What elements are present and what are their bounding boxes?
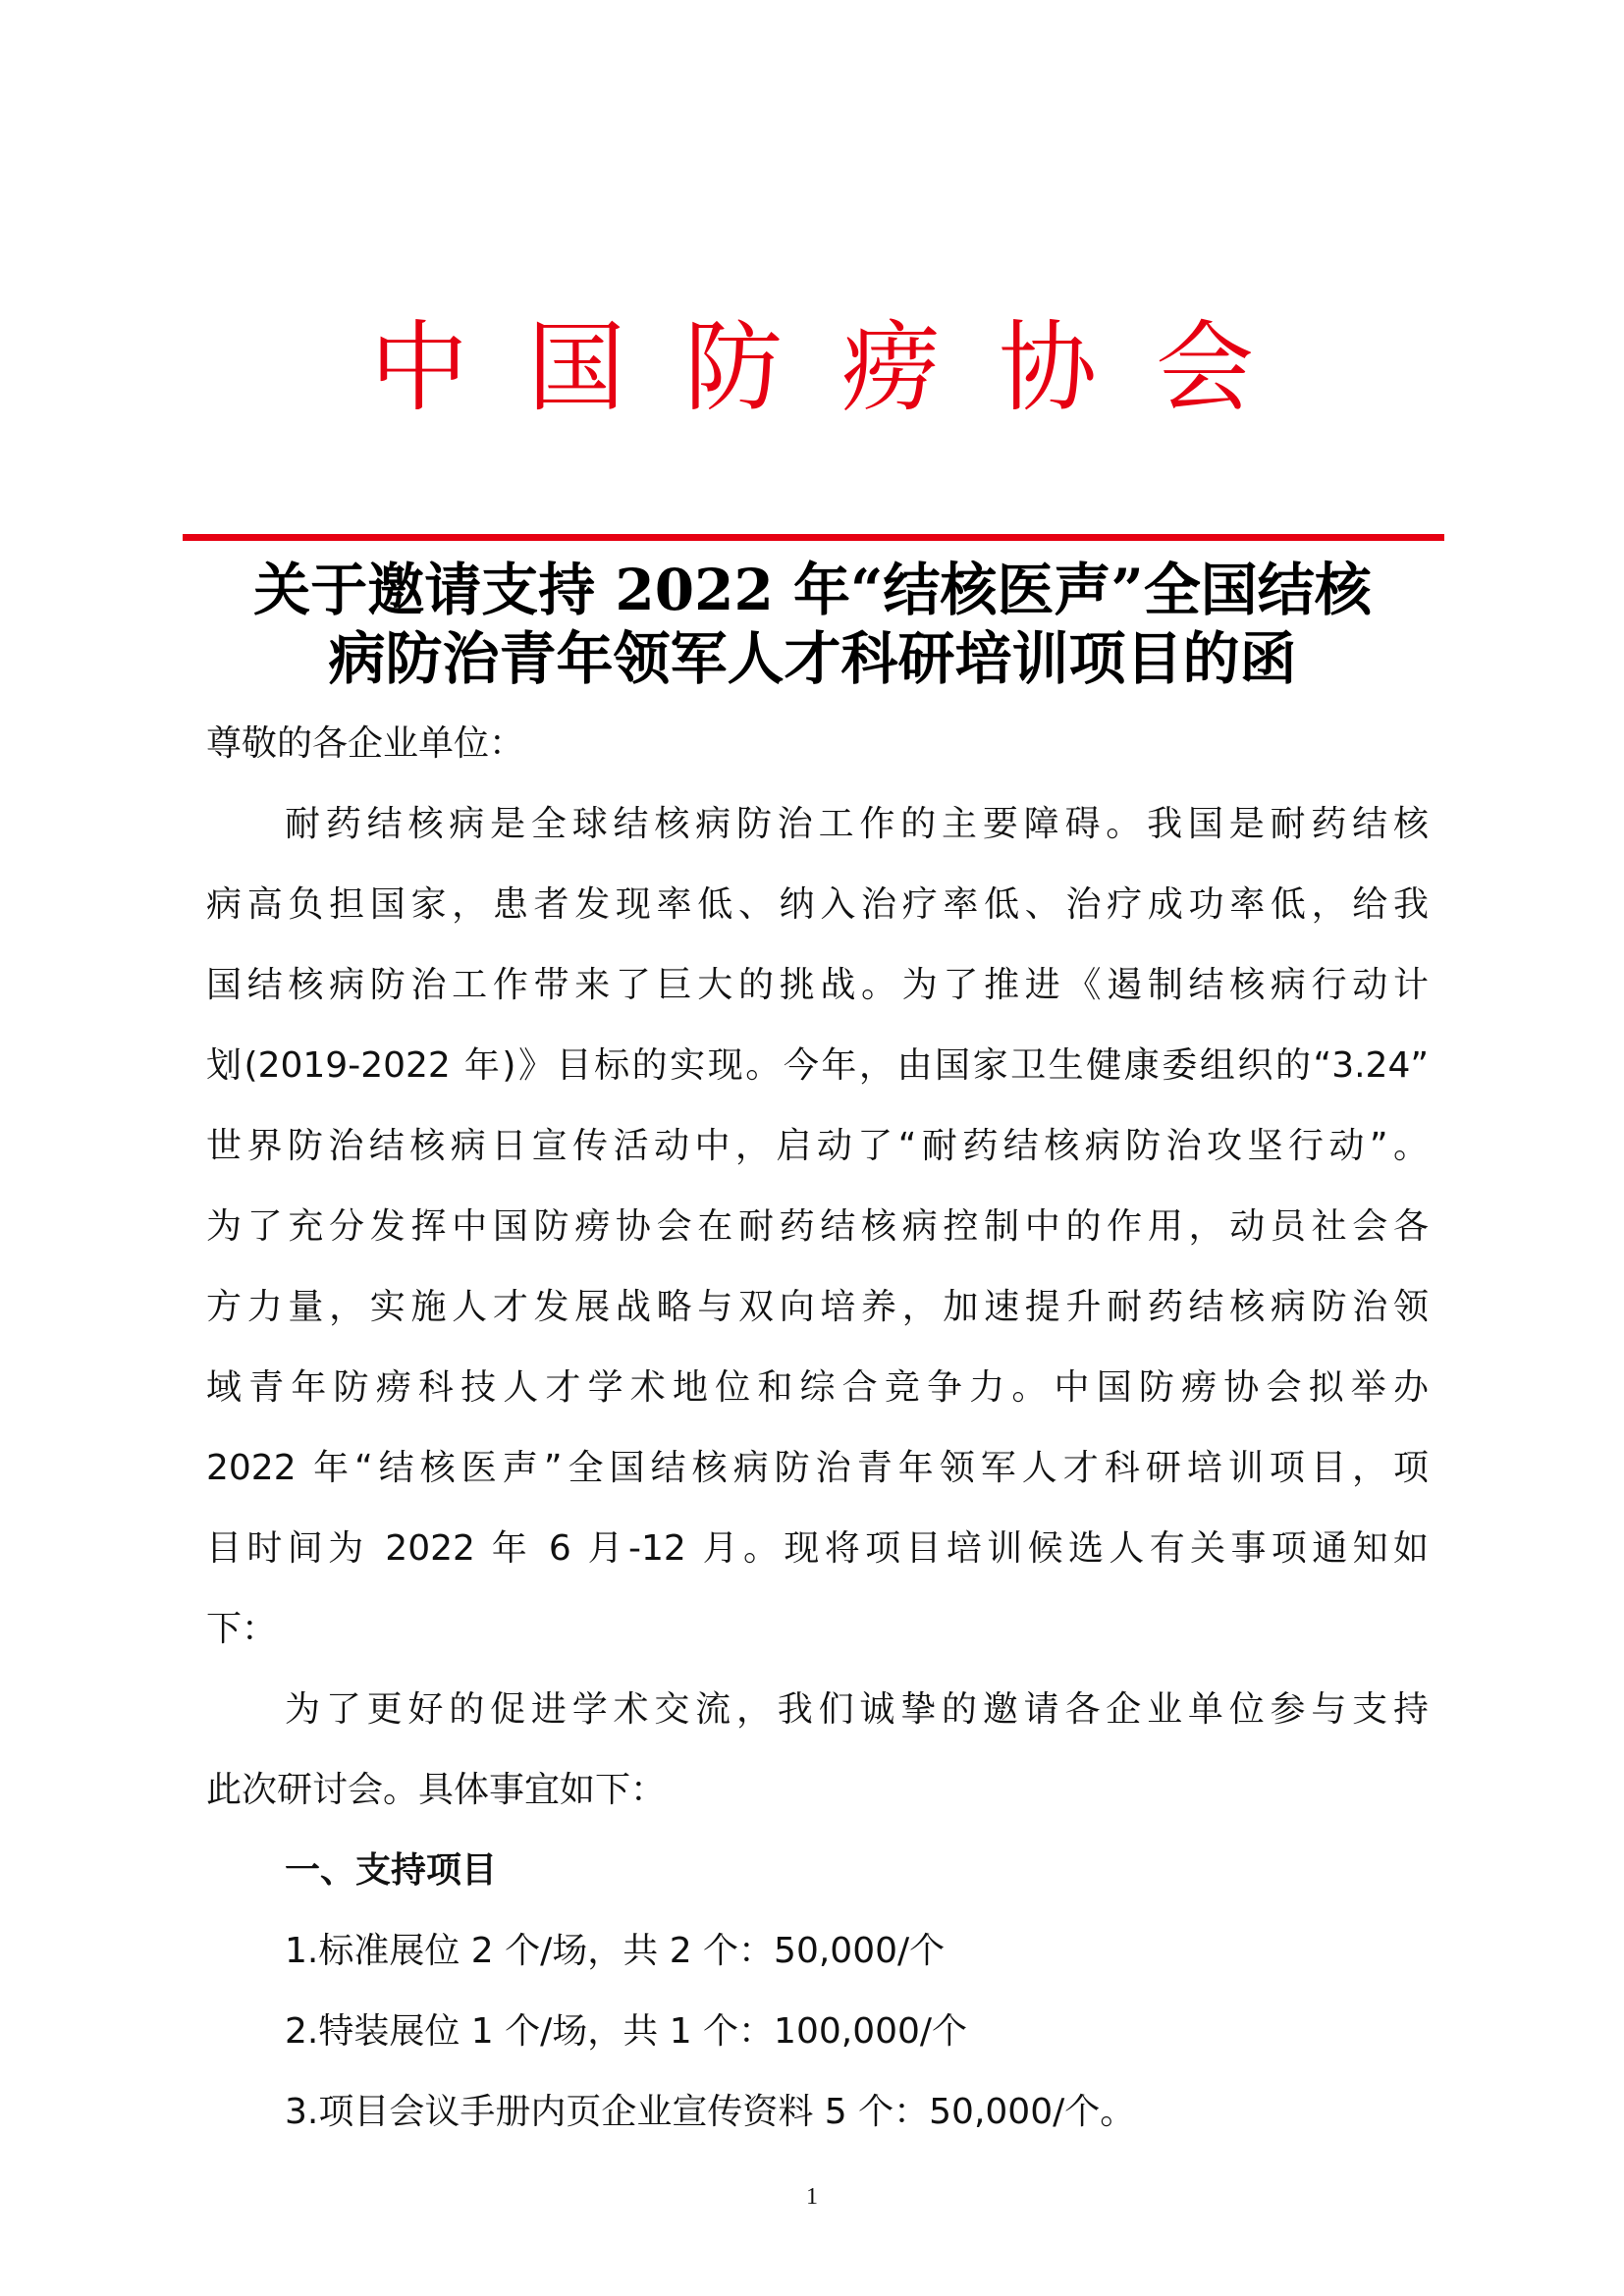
paragraph-line: 域青年防痨科技人才学术地位和综合竞争力。中国防痨协会拟举办 (206, 1367, 1429, 1408)
paragraph-line: 目时间为 2022 年 6 月-12 月。现将项目培训候选人有关事项通知如 (206, 1528, 1429, 1569)
document-title-line-1: 关于邀请支持 2022 年“结核医声”全国结核 (253, 557, 1372, 623)
paragraph-line: 为了充分发挥中国防痨协会在耐药结核病控制中的作用，动员社会各 (206, 1206, 1429, 1247)
list-item: 3.项目会议手册内页企业宣传资料 5 个：50,000/个。 (285, 2092, 1136, 2132)
document-title-line-2: 病防治青年领军人才科研培训项目的函 (328, 625, 1297, 692)
list-item: 1.标准展位 2 个/场，共 2 个：50,000/个 (285, 1931, 946, 1971)
salutation: 尊敬的各企业单位： (206, 723, 525, 764)
paragraph-line: 方力量，实施人才发展战略与双向培养，加速提升耐药结核病防治领 (206, 1287, 1429, 1327)
paragraph-line: 为了更好的促进学术交流，我们诚挚的邀请各企业单位参与支持 (285, 1689, 1429, 1730)
section-heading: 一、支持项目 (285, 1850, 498, 1891)
page-number: 1 (806, 2184, 818, 2210)
paragraph-line: 划(2019-2022 年)》目标的实现。今年，由国家卫生健康委组织的“3.24” (206, 1045, 1429, 1086)
paragraph-line: 病高负担国家，患者发现率低、纳入治疗率低、治疗成功率低，给我 (206, 884, 1429, 925)
paragraph-line: 2022 年“结核医声”全国结核病防治青年领军人才科研培训项目，项 (206, 1448, 1429, 1488)
paragraph-line: 此次研讨会。具体事宜如下： (206, 1770, 667, 1810)
organization-letterhead: 中国防痨协会 (370, 310, 1313, 425)
list-item: 2.特装展位 1 个/场，共 1 个：100,000/个 (285, 2011, 968, 2052)
paragraph-line: 世界防治结核病日宣传活动中，启动了“耐药结核病防治攻坚行动”。 (206, 1126, 1429, 1166)
paragraph-line: 国结核病防治工作带来了巨大的挑战。为了推进《遏制结核病行动计 (206, 965, 1429, 1005)
paragraph-line: 耐药结核病是全球结核病防治工作的主要障碍。我国是耐药结核 (285, 804, 1429, 844)
letterhead-divider (183, 534, 1444, 541)
paragraph-line: 下： (206, 1609, 278, 1649)
